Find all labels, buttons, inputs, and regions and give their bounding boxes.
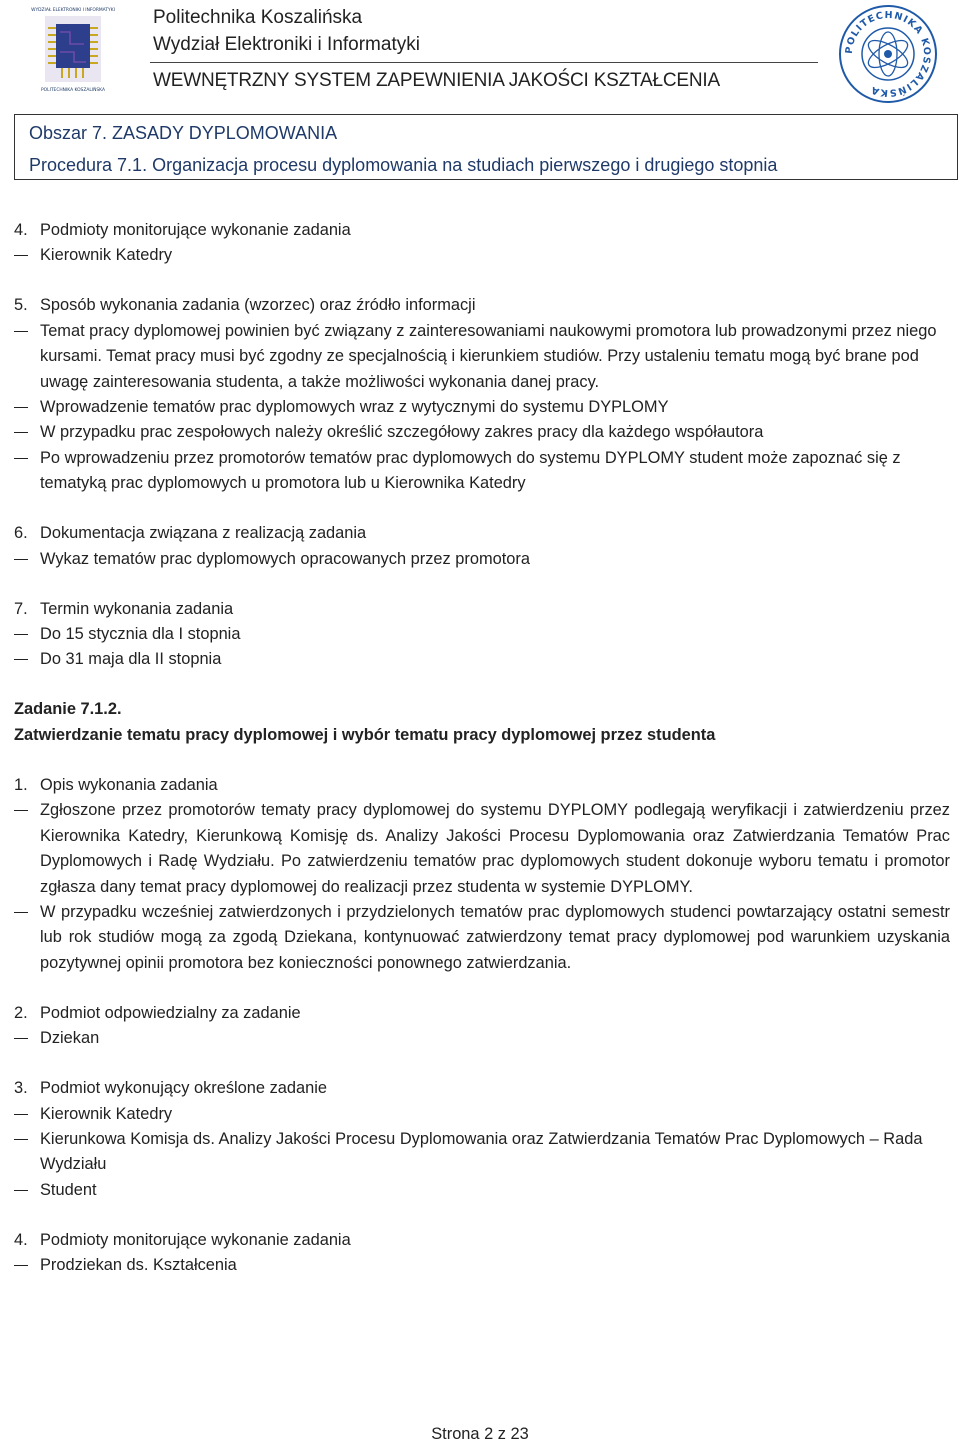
procedure-box (14, 114, 958, 180)
section-number: 4. (14, 221, 28, 239)
section-title: Podmioty monitorujące wykonanie zadania (40, 1230, 351, 1249)
list-item: Do 15 stycznia dla I stopnia (14, 622, 950, 647)
list-item: Wprowadzenie tematów prac dyplomowych wraz z wytycznymi do systemu DYPLOMY (14, 395, 950, 420)
section-title: Sposób wykonania zadania (wzorzec) oraz źródło informacji (40, 296, 476, 315)
svg-text:WYDZIAŁ ELEKTRONIKI I INFORMAT: WYDZIAŁ ELEKTRONIKI I INFORMATYKI (31, 8, 115, 13)
section-heading (14, 218, 950, 243)
dash-bullet-icon (14, 547, 40, 572)
list-item: Kierunkowa Komisja ds. Analizy Jakości Procesu Dyplomowania oraz Zatwierdzania Tematów Prac Dyplomowych – Rada Wydziału (14, 1127, 950, 1178)
section-number: 4. (14, 1230, 28, 1249)
section-number: 2. (14, 1003, 28, 1022)
faculty-logo (31, 4, 115, 100)
task-label: Zadanie 7.1.2. (14, 700, 122, 719)
university-name: Politechnika Koszalińska (153, 7, 363, 28)
section-title: Podmioty monitorujące wykonanie zadania (40, 221, 351, 239)
dash-bullet-icon (14, 1253, 40, 1278)
section-title: Termin wykonania zadania (40, 599, 234, 618)
page-number: Strona 2 z 23 (431, 1425, 529, 1443)
dash-bullet-icon (14, 1127, 40, 1178)
section-number: 5. (14, 296, 28, 315)
list-item: Po wprowadzeniu przez promotorów tematów prac dyplomowych do systemu DYPLOMY student może zapoznać się z tematyką prac dyplomowych u promotora lub u Kierownika Katedry (14, 446, 950, 497)
list-item: Wykaz tematów prac dyplomowych opracowanych przez promotora (14, 547, 950, 572)
dash-bullet-icon (14, 319, 40, 395)
dash-bullet-icon (14, 446, 40, 497)
dash-bullet-icon (14, 647, 40, 672)
section-heading (14, 773, 950, 798)
list-item: Kierownik Katedry (14, 1102, 950, 1127)
section-heading (14, 1076, 950, 1101)
section-heading (14, 521, 950, 546)
section-number: 6. (14, 524, 28, 543)
section-heading (14, 597, 950, 622)
list-item: W przypadku prac zespołowych należy określić szczegółowy zakres pracy dla każdego współautora (14, 420, 950, 445)
dash-bullet-icon (14, 622, 40, 647)
task-title: Zatwierdzanie tematu pracy dyplomowej i wybór tematu pracy dyplomowej przez studenta (14, 725, 716, 744)
section-title: Dokumentacja związana z realizacją zadania (40, 524, 367, 543)
system-name: WEWNĘTRZNY SYSTEM ZAPEWNIENIA JAKOŚCI KSZTAŁCENIA (153, 70, 720, 91)
dash-bullet-icon (14, 395, 40, 420)
dash-bullet-icon (14, 1178, 40, 1203)
section-heading (14, 1228, 950, 1253)
list-item: Dziekan (14, 1026, 950, 1051)
list-item: Temat pracy dyplomowej powinien być związany z zainteresowaniami naukowymi promotora lub prowadzonymi przez niego kursami. Temat pracy musi być zgodny ze specjalnością i kierunkiem studiów. Przy ustaleniu tematu mogą być brane pod uwagę zainteresowania studenta, a także możliwości wykonania danej pracy. (14, 319, 950, 395)
dash-bullet-icon (14, 900, 40, 976)
area-title: Obszar 7. ZASADY DYPLOMOWANIA (29, 123, 338, 143)
university-seal-logo (836, 2, 940, 106)
document-body (14, 218, 950, 1279)
header-divider (150, 62, 818, 63)
section-number: 7. (14, 599, 28, 618)
list-item: Do 31 maja dla II stopnia (14, 647, 950, 672)
list-item: Zgłoszone przez promotorów tematy pracy dyplomowej do systemu DYPLOMY podlegają weryfikacji i zatwierdzeniu przez Kierownika Katedry, Kierunkową Komisję ds. Analizy Jakości Procesu Dyplomowania oraz Zatwierdzania Tematów Prac Dyplomowych i Radę Wydziału. Po zatwierdzeniu tematów prac dyplomowych student dokonuje wyboru tematu i promotor zgłasza dany temat pracy dyplomowej do realizacji przez studenta w systemie DYPLOMY. (14, 798, 950, 900)
faculty-name: Wydział Elektroniki i Informatyki (153, 34, 420, 55)
svg-text:POLITECHNIKA KOSZALIŃSKA: POLITECHNIKA KOSZALIŃSKA (41, 88, 105, 93)
section-title: Podmiot odpowiedzialny za zadanie (40, 1003, 301, 1022)
dash-bullet-icon (14, 1026, 40, 1051)
dash-bullet-icon (14, 420, 40, 445)
list-item: Kierownik Katedry (14, 243, 950, 268)
dash-bullet-icon (14, 243, 40, 268)
page-header (0, 0, 960, 112)
section-title: Podmiot wykonujący określone zadanie (40, 1079, 327, 1098)
section-number: 1. (14, 775, 28, 794)
section-title: Opis wykonania zadania (40, 775, 218, 794)
dash-bullet-icon (14, 1102, 40, 1127)
procedure-title: Procedura 7.1. Organizacja procesu dyplomowania na studiach pierwszego i drugiego stopnia (29, 155, 778, 175)
dash-bullet-icon (14, 798, 40, 900)
section-heading (14, 293, 950, 318)
list-item: Student (14, 1178, 950, 1203)
section-heading (14, 1001, 950, 1026)
list-item: W przypadku wcześniej zatwierdzonych i przydzielonych tematów prac dyplomowych studenci powtarzający ostatni semestr lub rok studiów mogą za zgodą Dziekana, kontynuować zatwierdzony temat pracy dyplomowej pod warunkiem uzyskania pozytywnej opinii promotora bez konieczności ponownego zatwierdzania. (14, 900, 950, 976)
section-number: 3. (14, 1079, 28, 1098)
svg-text:POLITECHNIKA KOSZALIŃSKA: POLITECHNIKA KOSZALIŃSKA (843, 9, 933, 99)
list-item: Prodziekan ds. Kształcenia (14, 1253, 950, 1278)
